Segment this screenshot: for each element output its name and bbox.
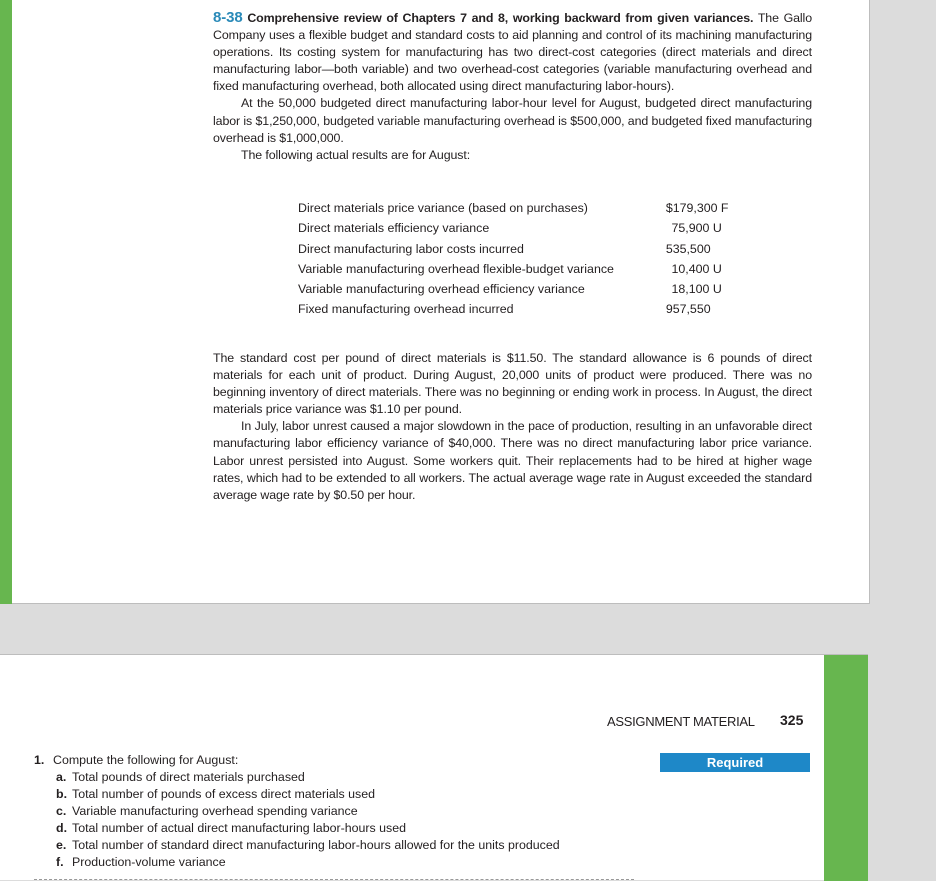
variance-label: Fixed manufacturing overhead incurred — [298, 302, 514, 317]
variance-amount: 535,500 — [665, 241, 711, 256]
page-margin-bar — [824, 655, 868, 881]
item-text: Total number of standard direct manufacturing labor-hours allowed for the units produced — [72, 838, 560, 852]
variance-label: Variable manufacturing overhead efficiency variance — [298, 282, 585, 297]
page-number: 325 — [780, 712, 804, 728]
problem-intro: The Gallo Company uses a flexible budget and standard costs to aid planning and control of its machining manufacturing operations. Its costing system for manufacturing has two direct-cost categories (direct materials and direct manufacturing labor—both variable) and two overhead-cost categories (variable manufacturing overhead and fixed manufacturing overhead, both allocated using direct manufacturing labor-hours). — [213, 11, 812, 94]
labor-paragraph: In July, labor unrest caused a major slowdown in the pace of production, resulting in an unfavorable direct manufacturing labor efficiency variance of $40,000. There was no direct manufacturing labor price variance. Labor unrest persisted into August. Some workers quit. Their replacements had to be hired at higher wage rates, which had to be extended to all workers. The actual average wage rate in August exceeded the standard average wage rate by $0.50 per hour. — [213, 419, 812, 502]
running-head: ASSIGNMENT MATERIAL — [607, 714, 755, 729]
variance-amount: 957,550 — [665, 302, 711, 317]
variance-table — [298, 198, 738, 320]
variance-amount: 18,100 U — [671, 282, 722, 297]
variance-label: Direct materials price variance (based on purchases) — [298, 201, 588, 215]
item-text: Total number of actual direct manufacturing labor-hours used — [72, 821, 407, 835]
problem-intro-paragraph — [213, 9, 812, 95]
list-item — [56, 769, 634, 786]
question-items — [34, 769, 634, 871]
item-letter: c. — [56, 804, 67, 818]
table-row — [298, 218, 738, 238]
table-row — [298, 239, 738, 259]
list-item — [56, 786, 634, 803]
list-item — [56, 854, 634, 871]
item-letter: b. — [56, 787, 68, 801]
question-text: Compute the following for August: — [53, 753, 239, 767]
materials-paragraph: The standard cost per pound of direct materials is $11.50. The standard allowance is 6 pounds of direct materials for each unit of product. During August, 20,000 units of product were produced. There was no beginning inventory of direct materials. There was no beginning or ending work in process. In August, the direct materials price variance was $1.10 per pound. — [213, 351, 812, 417]
variance-amount: $179,300 F — [665, 201, 729, 215]
item-text: Variable manufacturing overhead spending variance — [72, 804, 358, 818]
list-item — [56, 837, 634, 854]
item-text: Total pounds of direct materials purchased — [72, 770, 305, 784]
problem-statement — [213, 9, 812, 164]
item-text: Total number of pounds of excess direct materials used — [72, 787, 376, 801]
actual-results-lead: The following actual results are for August: — [241, 147, 471, 162]
textbook-page-bottom — [0, 654, 868, 880]
table-row — [298, 259, 738, 279]
item-letter: e. — [56, 838, 67, 852]
variance-label: Direct materials efficiency variance — [298, 221, 490, 236]
list-item — [56, 820, 634, 837]
page-margin-bar — [0, 0, 12, 604]
clipped-next-line — [34, 876, 634, 881]
variance-label: Direct manufacturing labor costs incurred — [298, 241, 524, 256]
problem-details — [213, 350, 812, 504]
item-letter: d. — [56, 821, 68, 835]
question-prompt — [34, 752, 634, 769]
list-item — [56, 803, 634, 820]
table-row — [298, 279, 738, 299]
budget-paragraph: At the 50,000 budgeted direct manufacturing labor-hour level for August, budgeted direct manufacturing labor is $1,250,000, budgeted variable manufacturing overhead is $500,000, and budgeted fixed manufacturing overhead is $1,000,000. — [213, 96, 812, 145]
table-row — [298, 198, 738, 218]
question-number: 1. — [34, 753, 45, 767]
question-block — [34, 752, 634, 871]
problem-number: 8-38 — [213, 9, 243, 26]
item-letter: a. — [56, 770, 67, 784]
problem-title: Comprehensive review of Chapters 7 and 8, working backward from given variances. — [247, 11, 754, 25]
required-label: Required — [660, 753, 810, 772]
variance-amount: 75,900 U — [671, 221, 722, 236]
variance-amount: 10,400 U — [671, 261, 722, 276]
item-letter: f. — [56, 855, 64, 869]
table-row — [298, 299, 738, 319]
variance-label: Variable manufacturing overhead flexible-budget variance — [298, 261, 614, 276]
item-text: Production-volume variance — [72, 855, 226, 869]
